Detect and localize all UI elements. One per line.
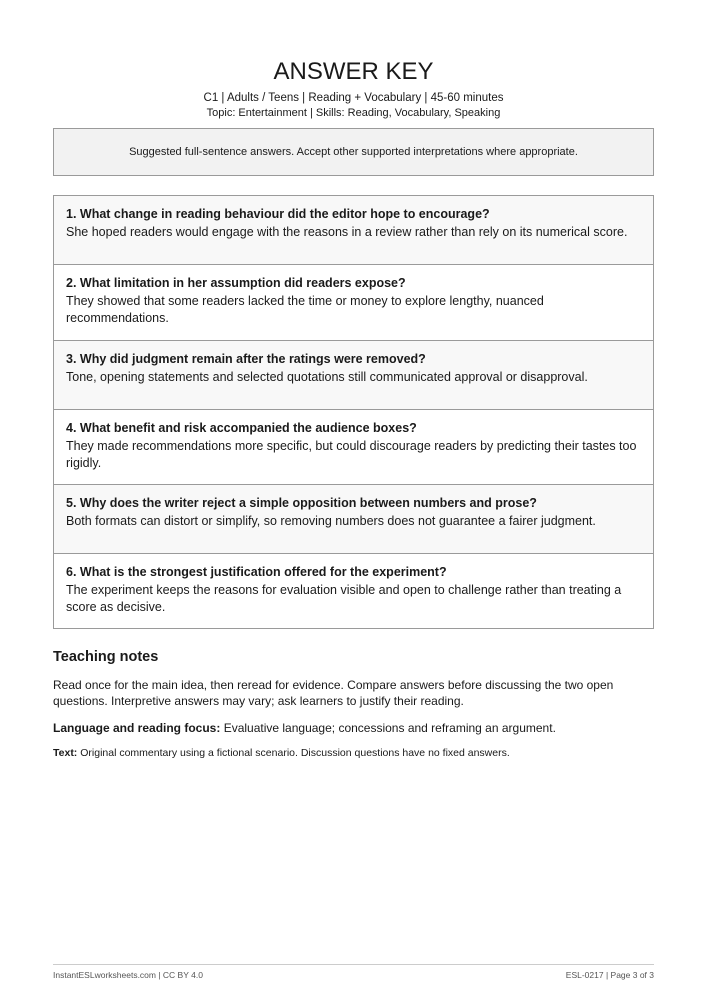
answer-text: She hoped readers would engage with the reasons in a review rather than rely on its numerical score.: [66, 225, 628, 239]
question-text: 3. Why did judgment remain after the ratings were removed?: [66, 352, 426, 366]
text-source-text: Original commentary using a fictional scenario. Discussion questions have no fixed answers.: [77, 747, 510, 759]
question-text: 6. What is the strongest justification offered for the experiment?: [66, 565, 447, 579]
answer-row: [54, 341, 653, 410]
answer-row: [54, 265, 653, 341]
language-focus-line: [53, 720, 654, 736]
question-text: 1. What change in reading behaviour did the editor hope to encourage?: [66, 207, 490, 221]
instructions-text: Suggested full-sentence answers. Accept other supported interpretations where appropriate.: [129, 146, 578, 158]
answer-row: [54, 554, 653, 628]
teaching-notes-paragraph: Read once for the main idea, then reread for evidence. Compare answers before discussing the two open questions. Interpretive answers may vary; ask learners to justify their reading.: [53, 678, 614, 708]
question-text: 4. What benefit and risk accompanied the audience boxes?: [66, 421, 417, 435]
level-meta-line: C1 | Adults / Teens | Reading + Vocabulary | 45-60 minutes: [203, 92, 504, 104]
language-focus-label: Language and reading focus:: [53, 721, 221, 735]
footer-divider: [53, 964, 654, 965]
answer-row: [54, 196, 653, 265]
answer-text: Both formats can distort or simplify, so removing numbers does not guarantee a fairer judgment.: [66, 514, 596, 528]
answer-text: They showed that some readers lacked the time or money to explore lengthy, nuanced recommendations.: [66, 294, 544, 325]
footer-page-number: ESL-0217 | Page 3 of 3: [565, 970, 654, 980]
question-text: 2. What limitation in her assumption did readers expose?: [66, 276, 406, 290]
language-focus-text: Evaluative language; concessions and reframing an argument.: [220, 721, 556, 735]
answer-text: Tone, opening statements and selected quotations still communicated approval or disapproval.: [66, 370, 588, 384]
answer-text: The experiment keeps the reasons for evaluation visible and open to challenge rather than treating a score as decisive.: [66, 583, 622, 614]
answers-table: [53, 195, 654, 629]
text-source-label: Text:: [53, 747, 78, 759]
answer-row: [54, 485, 653, 554]
text-source-line: [53, 746, 654, 760]
instructions-box: [53, 128, 654, 176]
footer-license: InstantESLworksheets.com | CC BY 4.0: [53, 970, 203, 980]
answer-text: They made recommendations more specific, but could discourage readers by predicting their tastes too rigidly.: [66, 439, 637, 470]
topic-meta-line: Topic: Entertainment | Skills: Reading, Vocabulary, Speaking: [206, 107, 501, 119]
page-title: ANSWER KEY: [273, 58, 434, 85]
answer-row: [54, 410, 653, 485]
question-text: 5. Why does the writer reject a simple opposition between numbers and prose?: [66, 496, 537, 510]
teaching-notes-heading: Teaching notes: [53, 649, 159, 665]
